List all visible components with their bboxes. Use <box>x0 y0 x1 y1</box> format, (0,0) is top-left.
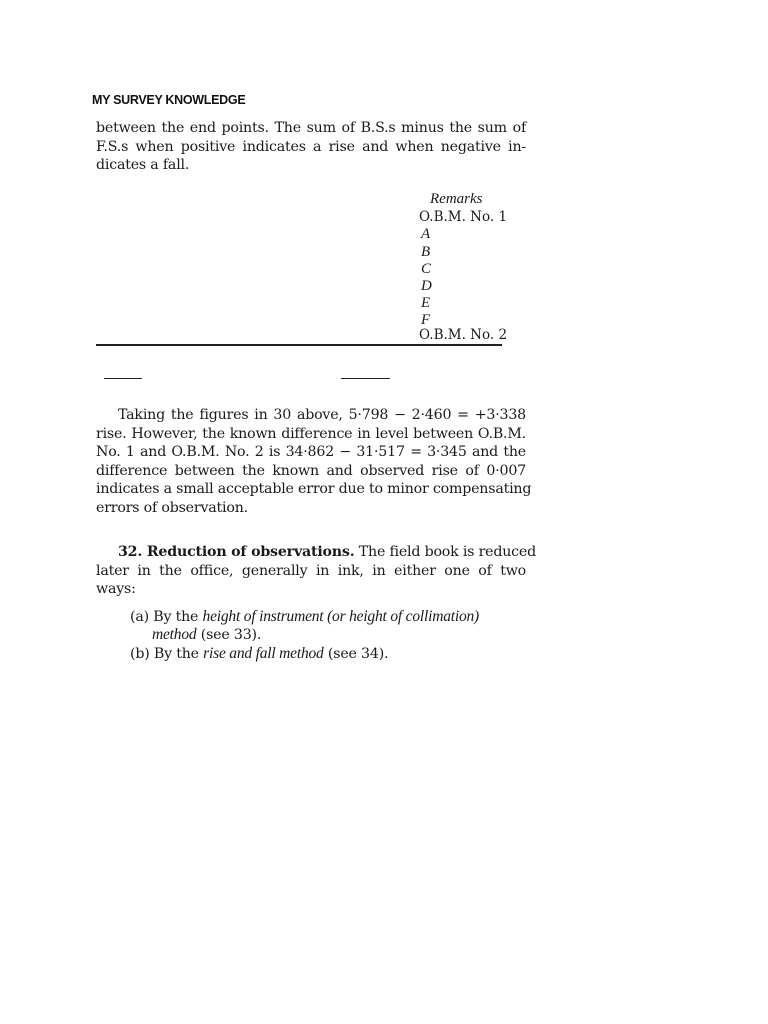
list-item-a-cont <box>96 626 526 645</box>
text-line <box>96 543 536 562</box>
column-header: Remarks <box>430 191 483 207</box>
underline <box>341 378 390 379</box>
text-line: rise. However, the known difference in level between O.B.M. <box>96 425 526 442</box>
text-line: indicates a small acceptable error due to minor compensating <box>96 481 532 497</box>
text-line: F.S.s when positive indicates a rise and when negative in- <box>96 138 526 155</box>
cell-remark: O.B.M. No. 1 <box>419 209 508 225</box>
cell-remark: O.B.M. No. 2 <box>419 327 508 343</box>
italic-term: height of instrument <box>202 607 324 625</box>
text-fragment: (b) By the <box>130 645 204 662</box>
italic-term: method <box>152 626 197 643</box>
list-item-b <box>96 645 526 664</box>
cell-remark: C <box>421 261 432 277</box>
intro-paragraph <box>96 119 526 175</box>
page-header: MY SURVEY KNOWLEDGE <box>92 93 246 107</box>
cell-remark: E <box>421 295 431 311</box>
italic-term: (or height of collimation) <box>323 607 480 625</box>
cell-remark: A <box>421 226 431 242</box>
list-item-a <box>96 608 526 627</box>
cell-remark: D <box>421 278 432 294</box>
text-line: difference between the known and observed rise of 0·007 <box>96 462 526 479</box>
text-fragment: The field book is reduced <box>358 544 536 560</box>
text-line: between the end points. The sum of B.S.s minus the sum of <box>96 120 526 136</box>
italic-term: rise and fall method <box>203 644 324 662</box>
text-line: Taking the figures in 30 above, 5·798 − 2·460 = +3·338 <box>118 407 526 423</box>
text-line: dicates a fall. <box>96 157 190 173</box>
section-heading: 32. Reduction of observations. <box>118 544 355 560</box>
text-fragment: (see 33). <box>196 627 262 643</box>
text-line: No. 1 and O.B.M. No. 2 is 34·862 − 31·517 = 3·345 and the <box>96 444 526 460</box>
underline <box>104 378 142 379</box>
paragraph-comparison <box>96 406 532 517</box>
section-32 <box>96 543 536 663</box>
text-fragment: (see 34). <box>323 645 389 662</box>
text-fragment: (a) By the <box>130 608 203 625</box>
text-line: ways: <box>96 581 136 597</box>
cell-remark: F <box>421 312 431 328</box>
text-line: errors of observation. <box>96 499 248 516</box>
table-divider <box>96 344 502 346</box>
text-line: later in the office, generally in ink, in either one of two <box>96 562 526 579</box>
cell-remark: B <box>421 244 431 260</box>
